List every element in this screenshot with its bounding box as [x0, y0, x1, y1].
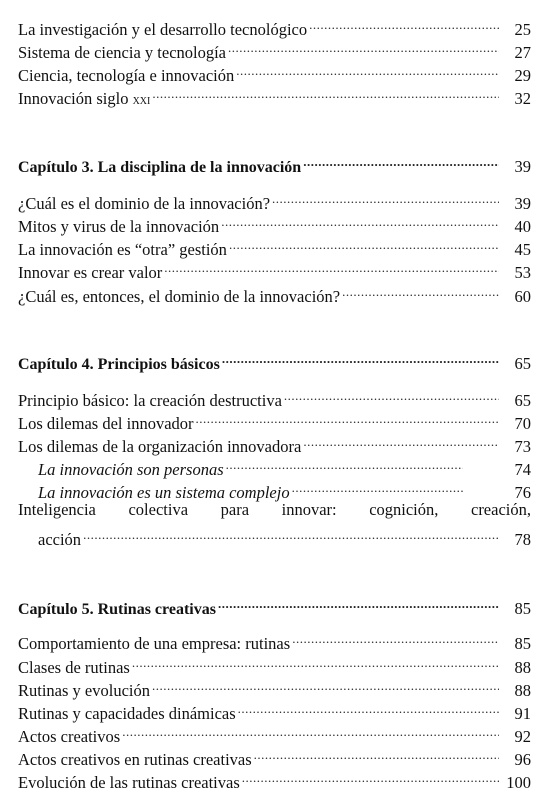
chapter-title: Capítulo 4. Principios básicos [18, 356, 220, 373]
toc-entry [18, 13, 531, 39]
toc-entry [18, 697, 531, 723]
dot-leader [309, 13, 499, 35]
toc-entry-page: 45 [514, 240, 531, 259]
chapter-page: 85 [514, 599, 531, 618]
toc-entry [18, 627, 531, 653]
toc-entry-page: 39 [514, 194, 531, 213]
toc-entry-page: 100 [506, 773, 531, 792]
dot-leader [83, 523, 499, 545]
toc-entry-page: 91 [514, 704, 531, 723]
dot-leader [303, 430, 499, 452]
dot-leader [284, 384, 499, 406]
toc-entry-wrapped-line1: Inteligencia colectiva para innovar: cognición, creación, [18, 500, 531, 519]
toc-entry-page: 78 [514, 530, 531, 549]
toc-entry-page: 96 [514, 750, 531, 769]
dot-leader [132, 651, 499, 673]
toc-entry [18, 210, 531, 236]
toc-entry-page: 73 [514, 437, 531, 456]
toc-entry-page: 27 [514, 43, 531, 62]
toc-subentry-title: La innovación son personas [38, 460, 224, 479]
toc-entry-title: Ciencia, tecnología e innovación [18, 66, 235, 85]
toc-entry-page: 29 [514, 66, 531, 85]
toc-entry-title: Actos creativos [18, 727, 121, 746]
toc-entry-title: Actos creativos en rutinas creativas [18, 750, 252, 769]
dot-leader [236, 59, 499, 81]
dot-leader [226, 453, 463, 475]
dot-leader [292, 476, 463, 498]
toc-entry-title: Rutinas y evolución [18, 681, 150, 700]
toc-entry-title: Sistema de ciencia y tecnología [18, 43, 227, 62]
toc-entry-title: Comportamiento de una empresa: rutinas [18, 634, 291, 653]
chapter-heading [18, 150, 531, 176]
toc-entry-page: 60 [514, 287, 531, 306]
dot-leader [342, 280, 499, 302]
toc-entry [18, 430, 531, 456]
toc-entry-page: 53 [514, 263, 531, 282]
toc-subentry-page: 76 [514, 483, 531, 502]
toc-entry [18, 256, 531, 282]
dot-leader [238, 697, 499, 719]
chapter-heading [18, 347, 531, 373]
toc-entry-title: Los dilemas de la organización innovadora [18, 437, 302, 456]
chapter-heading [18, 592, 531, 618]
toc-entry-title: Los dilemas del innovador [18, 414, 194, 433]
toc-entry [18, 233, 531, 259]
toc-subentry [18, 453, 531, 479]
toc-entry-title: Evolución de las rutinas creativas [18, 773, 240, 792]
dot-leader [292, 627, 499, 649]
toc-entry-page: 32 [514, 89, 531, 108]
toc-entry [18, 720, 531, 746]
toc-entry-title: ¿Cuál es, entonces, el dominio de la innovación? [18, 287, 341, 306]
toc-entry [18, 280, 531, 306]
toc-entry-title: Innovar es crear valor [18, 263, 163, 282]
toc-entry-page: 92 [514, 727, 531, 746]
toc-entry [18, 384, 531, 410]
toc-entry-page: 70 [514, 414, 531, 433]
toc-entry-page: 88 [514, 681, 531, 700]
toc-entry [18, 743, 531, 769]
dot-leader [221, 210, 499, 232]
dot-leader [229, 233, 499, 255]
toc-entry-title: ¿Cuál es el dominio de la innovación? [18, 194, 271, 213]
toc-entry-page: 65 [514, 391, 531, 410]
chapter-title: Capítulo 3. La disciplina de la innovación [18, 159, 302, 176]
toc-subentry-title: La innovación es un sistema complejo [38, 483, 290, 502]
century-small-caps: xxi [132, 93, 151, 108]
chapter-title: Capítulo 5. Rutinas creativas [18, 601, 216, 618]
dot-leader [218, 592, 499, 614]
toc-entry-page: 88 [514, 658, 531, 677]
dot-leader [242, 766, 499, 788]
dot-leader [254, 743, 499, 765]
dot-leader [122, 720, 499, 742]
toc-entry-title: Principio básico: la creación destructiva [18, 391, 282, 410]
toc-entry-page: 40 [514, 217, 531, 236]
toc-entry-title: acción [38, 530, 82, 549]
toc-entry-title [18, 88, 150, 112]
toc-entry [18, 59, 531, 85]
toc-entry-title: Rutinas y capacidades dinámicas [18, 704, 236, 723]
toc-entry-title: Mitos y virus de la innovación [18, 217, 220, 236]
dot-leader [222, 347, 499, 369]
dot-leader [164, 256, 499, 278]
toc-subentry-page: 74 [514, 460, 531, 479]
toc-entry [18, 82, 531, 108]
chapter-page: 39 [514, 157, 531, 176]
toc-entry-wrapped [18, 523, 531, 549]
toc-entry-page: 25 [514, 20, 531, 39]
toc-entry [18, 651, 531, 677]
dot-leader [196, 407, 499, 429]
toc-entry [18, 766, 531, 792]
dot-leader [228, 36, 499, 58]
toc-entry-page: 85 [514, 634, 531, 653]
toc-entry [18, 674, 531, 700]
dot-leader [272, 187, 499, 209]
toc-entry [18, 407, 531, 433]
toc-entry-title: La investigación y el desarrollo tecnológico [18, 20, 308, 39]
toc-subentry [18, 476, 531, 502]
toc-entry [18, 187, 531, 213]
dot-leader [152, 82, 499, 104]
dot-leader [152, 674, 499, 696]
toc-entry-title: La innovación es “otra” gestión [18, 240, 227, 259]
toc-entry [18, 36, 531, 62]
toc-entry-title: Clases de rutinas [18, 658, 130, 677]
toc-entry-title-main: Innovación siglo [18, 89, 133, 108]
dot-leader [303, 150, 499, 172]
chapter-page: 65 [514, 354, 531, 373]
